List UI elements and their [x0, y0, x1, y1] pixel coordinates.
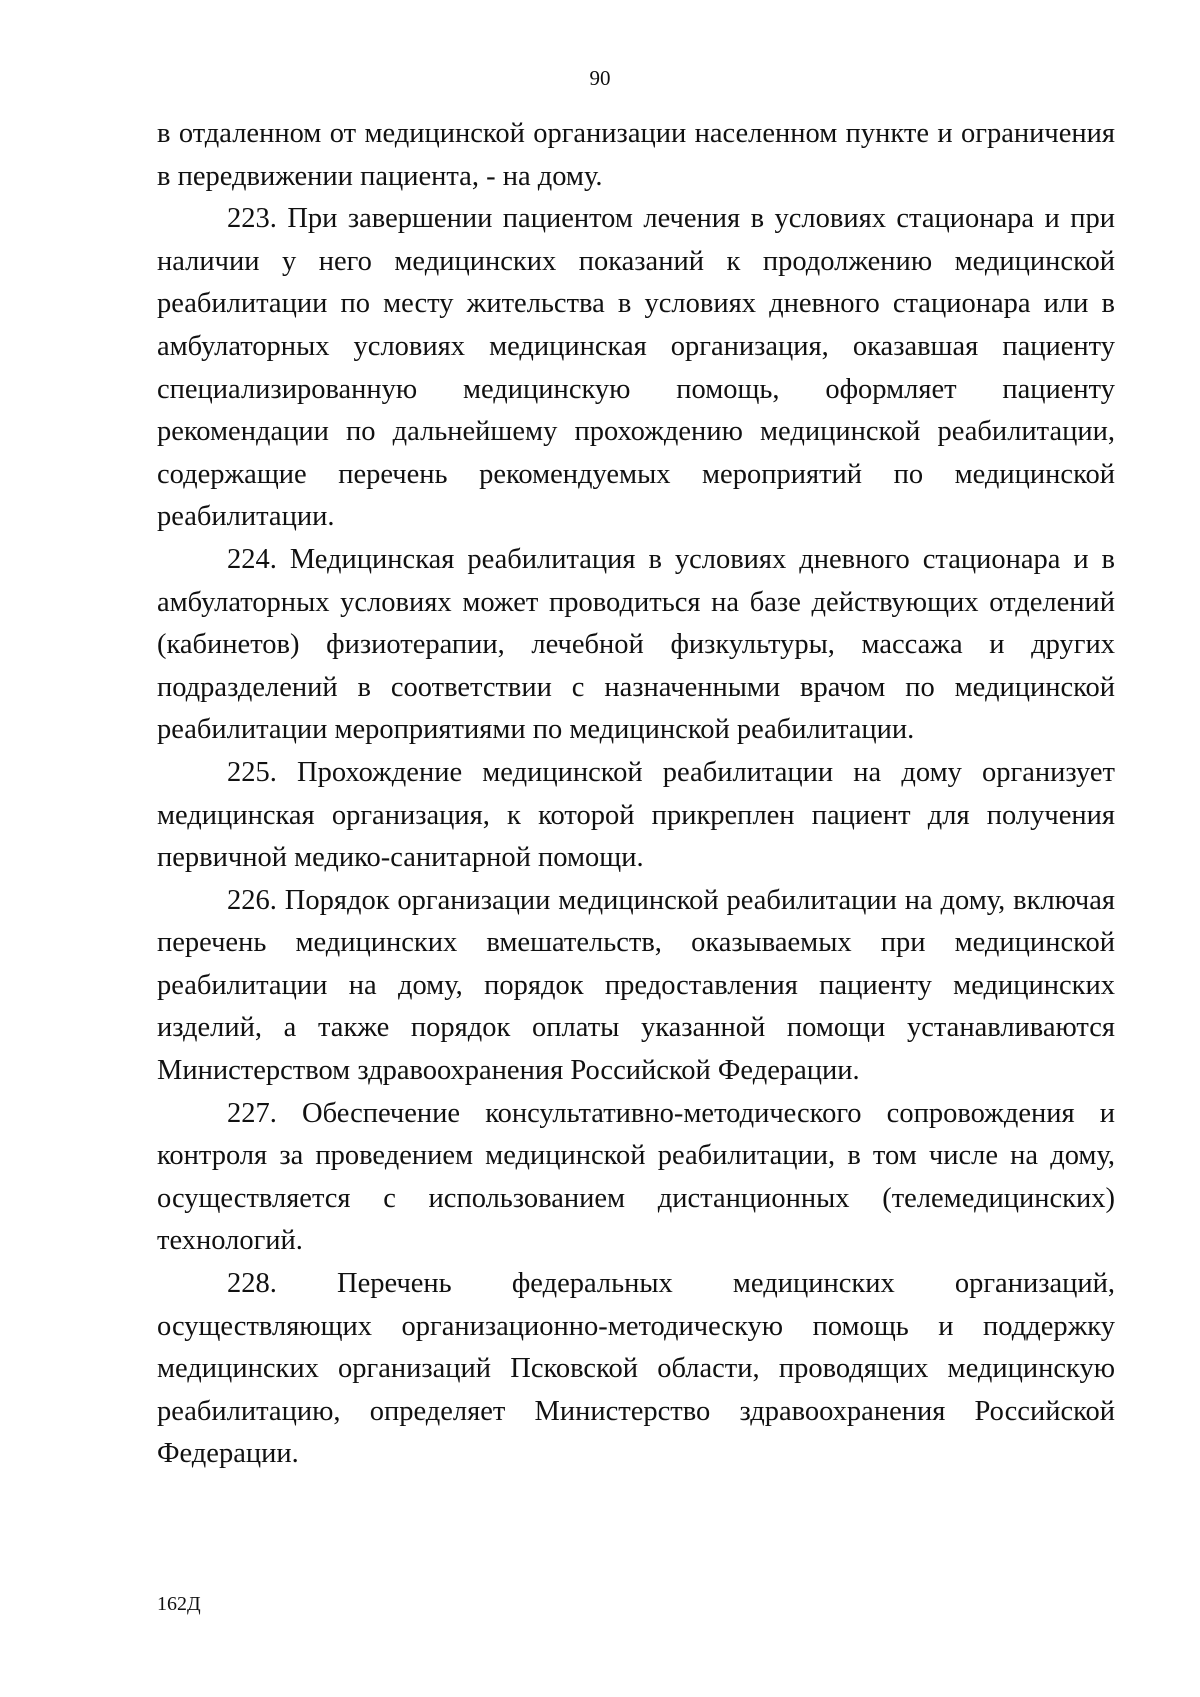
page-number: 90	[589, 66, 611, 90]
paragraph-continuation: в отдаленном от медицинской организации населенном пункте и ограничения в передвижении пациента, - на дому.	[157, 118, 1115, 192]
paragraph-226: 226. Порядок организации медицинской реабилитации на дому, включая перечень медицинских вмешательств, оказываемых при медицинской реабилитации на дому, порядок предоставления пациенту медицинских изделий, а также порядок оплаты указанной помощи устанавливаются Министерством здравоохранения Российской Федерации.	[157, 884, 1115, 1087]
document-code: 162Д	[157, 1593, 201, 1615]
paragraph-224: 224. Медицинская реабилитация в условиях дневного стационара и в амбулаторных условиях может проводиться на базе действующих отделений (кабинетов) физиотерапии, лечебной физкультуры, массажа и других подразделений в соответствии с назначенными врачом по медицинской реабилитации мероприятиями по медицинской реабилитации.	[157, 543, 1115, 746]
paragraph-227: 227. Обеспечение консультативно-методического сопровождения и контроля за проведением медицинской реабилитации, в том числе на дому, осуществляется с использованием дистанционных (телемедицинских) технологий.	[157, 1097, 1115, 1257]
paragraph-228: 228. Перечень федеральных медицинских организаций, осуществляющих организационно-методическую помощь и поддержку медицинских организаций Псковской области, проводящих медицинскую реабилитацию, определяет Министерство здравоохранения Российской Федерации.	[157, 1268, 1115, 1470]
paragraph-223: 223. При завершении пациентом лечения в условиях стационара и при наличии у него медицинских показаний к продолжению медицинской реабилитации по месту жительства в условиях дневного стационара или в амбулаторных условиях медицинская организация, оказавшая пациенту специализированную медицинскую помощь, оформляет пациенту рекомендации по дальнейшему прохождению медицинской реабилитации, содержащие перечень рекомендуемых мероприятий по медицинской реабилитации.	[157, 203, 1115, 533]
document-body	[157, 113, 1115, 1476]
paragraph-225: 225. Прохождение медицинской реабилитации на дому организует медицинская организация, к которой прикреплен пациент для получения первичной медико-санитарной помощи.	[157, 756, 1115, 874]
